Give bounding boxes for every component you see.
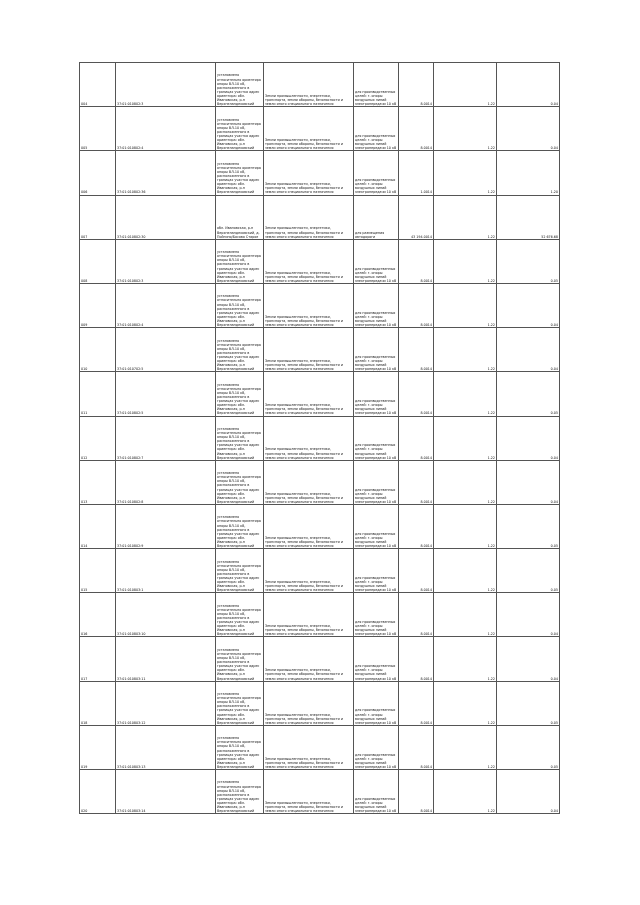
permitted-use-cell: для размещения автодороги — [354, 195, 399, 239]
rate-cell: 1.22 — [434, 770, 497, 814]
location-cell — [216, 770, 264, 814]
location-text: установлено относительно ориентира опоры ВЛ-10 кВ, расположенного в границах участка адрес ориентира: обл. Ивановская, р-н Верхнеландеховский — [217, 603, 261, 637]
area-cell: 8.0014 — [399, 460, 434, 504]
cost-cell: 0.04 — [497, 460, 560, 504]
table-row — [80, 328, 560, 372]
cadastral-number-cell: 37:01:010803:11 — [116, 637, 216, 681]
permitted-use-cell: для производственных целей: г. опоры воздушных линий электропередачи 10 кВ — [354, 372, 399, 416]
location-text: установлено относительно ориентира опоры ВЛ-10 кВ, расположенного в границах участка адрес ориентира: обл. Ивановская, р-н Верхнеландеховский — [217, 426, 261, 460]
table-row — [80, 372, 560, 416]
area-cell: 8.0014 — [399, 549, 434, 593]
cadastral-number-cell: 37:01:010802:36 — [116, 151, 216, 195]
area-cell: 8.0014 — [399, 328, 434, 372]
table-row — [80, 151, 560, 195]
row-number-cell: 013 — [80, 460, 116, 504]
row-number-cell: 015 — [80, 549, 116, 593]
location-cell — [216, 239, 264, 283]
location-cell — [216, 63, 264, 107]
table-row — [80, 107, 560, 151]
cost-cell: 0.05 — [497, 549, 560, 593]
area-cell: 8.0014 — [399, 637, 434, 681]
location-text: установлено относительно ориентира опоры ВЛ-10 кВ, расположенного в границах участка адрес ориентира: обл. Ивановская, р-н Верхнеландеховский — [217, 559, 261, 593]
row-number-cell: 011 — [80, 372, 116, 416]
rate-cell: 1.22 — [434, 504, 497, 548]
rate-cell: 1.22 — [434, 283, 497, 327]
cost-cell: 0.05 — [497, 239, 560, 283]
table-row — [80, 416, 560, 460]
cadastral-number-cell: 37:01:010803:14 — [116, 770, 216, 814]
cadastral-number-cell: 37:01:010802:3 — [116, 239, 216, 283]
permitted-use-cell: для производственных целей: г. опоры воздушных линий электропередачи 10 кВ — [354, 549, 399, 593]
area-cell: 8.0014 — [399, 725, 434, 769]
land-category-cell: Земли промышленности, энергетики, транспорта, земли обороны, безопасности и земли иного специального назначения — [264, 239, 354, 283]
table-body — [80, 63, 560, 814]
location-text: установлено относительно ориентира опоры ВЛ-10 кВ, расположенного в границах участка адрес ориентира: обл. Ивановская, р-н Верхнеландеховский — [217, 736, 261, 769]
location-cell — [216, 416, 264, 460]
rate-cell: 1.22 — [434, 460, 497, 504]
land-category-cell: Земли промышленности, энергетики, транспорта, земли обороны, безопасности и земли иного специального назначения — [264, 681, 354, 725]
land-category-cell: Земли промышленности, энергетики, транспорта, земли обороны, безопасности и земли иного специального назначения — [264, 195, 354, 239]
land-category-cell: Земли промышленности, энергетики, транспорта, земли обороны, безопасности и земли иного специального назначения — [264, 63, 354, 107]
permitted-use-cell: для производственных целей: г. опоры воздушных линий электропередачи 10 кВ — [354, 637, 399, 681]
rate-cell: 1.22 — [434, 681, 497, 725]
area-cell: 43 194.0014 — [399, 195, 434, 239]
table-row — [80, 283, 560, 327]
location-cell — [216, 283, 264, 327]
row-number-cell: 009 — [80, 283, 116, 327]
rate-cell: 1.22 — [434, 63, 497, 107]
location-cell — [216, 195, 264, 239]
cost-cell: 0.04 — [497, 328, 560, 372]
table-row — [80, 549, 560, 593]
permitted-use-cell: для производственных целей: г. опоры воздушных линий электропередачи 10 кВ — [354, 107, 399, 151]
cost-cell: 52 676.68 — [497, 195, 560, 239]
table-row — [80, 195, 560, 239]
cadastral-number-cell: 37:01:010802:4 — [116, 107, 216, 151]
location-cell — [216, 637, 264, 681]
cost-cell: 0.04 — [497, 637, 560, 681]
location-text: установлено относительно ориентира опоры ВЛ-10 кВ, расположенного в границах участка адрес ориентира: обл. Ивановская, р-н Верхнеландеховский — [217, 515, 261, 548]
cost-cell: 0.05 — [497, 681, 560, 725]
location-cell — [216, 504, 264, 548]
rate-cell: 1.22 — [434, 107, 497, 151]
table-row — [80, 504, 560, 548]
location-text: установлено относительно ориентира опоры ВЛ-10 кВ, расположенного в границах участка адрес ориентира: обл. Ивановская, р-н Верхнеландеховский — [217, 117, 261, 151]
area-cell: 8.0014 — [399, 504, 434, 548]
location-text: установлено относительно ориентира опоры ВЛ-10 кВ, расположенного в границах участка адрес ориентира: обл. Ивановская, р-н Верхнеландеховский — [217, 780, 261, 814]
cost-cell: 0.04 — [497, 107, 560, 151]
permitted-use-cell: для производственных целей: г. опоры воздушных линий электропередачи 10 кВ — [354, 239, 399, 283]
rate-cell: 1.22 — [434, 549, 497, 593]
location-text: установлено относительно ориентира опоры ВЛ-10 кВ, расположенного в границах участка адрес ориентира: обл. Ивановская, р-н Верхнеландеховский — [217, 161, 261, 195]
permitted-use-cell: для производственных целей: г. опоры воздушных линий электропередачи 10 кВ — [354, 681, 399, 725]
area-cell: 1.0014 — [399, 151, 434, 195]
cost-cell: 0.05 — [497, 725, 560, 769]
cost-cell: 1.20 — [497, 151, 560, 195]
row-number-cell: 018 — [80, 681, 116, 725]
cadastral-number-cell: 37:01:010802:8 — [116, 460, 216, 504]
cadastral-number-cell: 37:01:010802:9 — [116, 504, 216, 548]
cadastral-number-cell: 37:01:010802:7 — [116, 416, 216, 460]
row-number-cell: 004 — [80, 63, 116, 107]
land-category-cell: Земли промышленности, энергетики, транспорта, земли обороны, безопасности и земли иного специального назначения — [264, 549, 354, 593]
land-category-cell: Земли промышленности, энергетики, транспорта, земли обороны, безопасности и земли иного специального назначения — [264, 283, 354, 327]
location-text: установлено относительно ориентира опоры ВЛ-10 кВ, расположенного в границах участка адрес ориентира: обл. Ивановская, р-н Верхнеландеховский — [217, 692, 261, 725]
table-row — [80, 725, 560, 769]
location-text: установлено относительно ориентира опоры ВЛ-10 кВ, расположенного в границах участка адрес ориентира: обл. Ивановская, р-н Верхнеландеховский — [217, 647, 261, 681]
area-cell: 8.0014 — [399, 416, 434, 460]
land-category-cell: Земли промышленности, энергетики, транспорта, земли обороны, безопасности и земли иного специального назначения — [264, 504, 354, 548]
cadastral-number-cell: 37:01:010702:5 — [116, 328, 216, 372]
rate-cell: 1.22 — [434, 239, 497, 283]
row-number-cell: 007 — [80, 195, 116, 239]
permitted-use-cell: для производственных целей: г. опоры воздушных линий электропередачи 10 кВ — [354, 416, 399, 460]
cadastral-number-cell: 37:01:010802:3 — [116, 63, 216, 107]
rate-cell: 1.22 — [434, 637, 497, 681]
location-text: установлено относительно ориентира опоры ВЛ-10 кВ, расположенного в границах участка адрес ориентира: обл. Ивановская, р-н Верхнеландеховский — [217, 250, 261, 283]
area-cell: 8.0014 — [399, 283, 434, 327]
table-row — [80, 593, 560, 637]
permitted-use-cell: для производственных целей: г. опоры воздушных линий электропередачи 10 кВ — [354, 504, 399, 548]
area-cell: 8.0014 — [399, 63, 434, 107]
row-number-cell: 016 — [80, 593, 116, 637]
land-plots-table — [79, 62, 560, 814]
location-cell — [216, 725, 264, 769]
rate-cell: 1.22 — [434, 416, 497, 460]
row-number-cell: 017 — [80, 637, 116, 681]
row-number-cell: 006 — [80, 151, 116, 195]
land-category-cell: Земли промышленности, энергетики, транспорта, земли обороны, безопасности и земли иного специального назначения — [264, 637, 354, 681]
permitted-use-cell: для производственных целей: г. опоры воздушных линий электропередачи 10 кВ — [354, 593, 399, 637]
table-row — [80, 460, 560, 504]
row-number-cell: 008 — [80, 239, 116, 283]
rate-cell: 1.22 — [434, 151, 497, 195]
area-cell: 8.0014 — [399, 593, 434, 637]
permitted-use-cell: для производственных целей: г. опоры воздушных линий электропередачи 10 кВ — [354, 770, 399, 814]
land-category-cell: Земли промышленности, энергетики, транспорта, земли обороны, безопасности и земли иного специального назначения — [264, 416, 354, 460]
land-category-cell: Земли промышленности, энергетики, транспорта, земли обороны, безопасности и земли иного специального назначения — [264, 372, 354, 416]
row-number-cell: 019 — [80, 725, 116, 769]
table-row — [80, 239, 560, 283]
row-number-cell: 012 — [80, 416, 116, 460]
area-cell: 8.0014 — [399, 681, 434, 725]
cadastral-number-cell: 37:01:010802:4 — [116, 283, 216, 327]
permitted-use-cell: для производственных целей: г. опоры воздушных линий электропередачи 10 кВ — [354, 460, 399, 504]
land-category-cell: Земли промышленности, энергетики, транспорта, земли обороны, безопасности и земли иного специального назначения — [264, 460, 354, 504]
cost-cell: 0.05 — [497, 504, 560, 548]
cost-cell: 0.04 — [497, 593, 560, 637]
location-cell — [216, 593, 264, 637]
land-category-cell: Земли промышленности, энергетики, транспорта, земли обороны, безопасности и земли иного специального назначения — [264, 151, 354, 195]
area-cell: 8.0014 — [399, 372, 434, 416]
location-text: установлено относительно ориентира опоры ВЛ-10 кВ, расположенного в границах участка адрес ориентира: обл. Ивановская, р-н Верхнеландеховский — [217, 73, 261, 107]
row-number-cell: 010 — [80, 328, 116, 372]
location-cell — [216, 460, 264, 504]
land-category-cell: Земли промышленности, энергетики, транспорта, земли обороны, безопасности и земли иного специального назначения — [264, 593, 354, 637]
table-row — [80, 770, 560, 814]
row-number-cell: 014 — [80, 504, 116, 548]
permitted-use-cell: для производственных целей: г. опоры воздушных линий электропередачи 10 кВ — [354, 725, 399, 769]
area-cell: 8.0014 — [399, 770, 434, 814]
location-cell — [216, 151, 264, 195]
area-cell: 8.0014 — [399, 239, 434, 283]
rate-cell: 1.22 — [434, 328, 497, 372]
cadastral-number-cell: 37:01:010803:1 — [116, 549, 216, 593]
permitted-use-cell: для производственных целей: г. опоры воздушных линий электропередачи 10 кВ — [354, 151, 399, 195]
area-cell: 8.0014 — [399, 107, 434, 151]
rate-cell: 1.22 — [434, 725, 497, 769]
land-category-cell: Земли промышленности, энергетики, транспорта, земли обороны, безопасности и земли иного специального назначения — [264, 328, 354, 372]
table-row — [80, 63, 560, 107]
cost-cell: 0.04 — [497, 770, 560, 814]
land-category-cell: Земли промышленности, энергетики, транспорта, земли обороны, безопасности и земли иного специального назначения — [264, 107, 354, 151]
location-text: установлено относительно ориентира опоры ВЛ-10 кВ, расположенного в границах участка адрес ориентира: обл. Ивановская, р-н Верхнеландеховский — [217, 294, 261, 328]
land-category-cell: Земли промышленности, энергетики, транспорта, земли обороны, безопасности и земли иного специального назначения — [264, 725, 354, 769]
cost-cell: 0.04 — [497, 63, 560, 107]
cadastral-number-cell: 37:01:010803:13 — [116, 725, 216, 769]
location-cell — [216, 107, 264, 151]
row-number-cell: 020 — [80, 770, 116, 814]
permitted-use-cell: для производственных целей: г. опоры воздушных линий электропередачи 10 кВ — [354, 328, 399, 372]
rate-cell: 1.22 — [434, 195, 497, 239]
permitted-use-cell: для производственных целей: г. опоры воздушных линий электропередачи 10 кВ — [354, 63, 399, 107]
row-number-cell: 005 — [80, 107, 116, 151]
cadastral-number-cell: 37:01:010802:30 — [116, 195, 216, 239]
location-cell — [216, 549, 264, 593]
rate-cell: 1.22 — [434, 593, 497, 637]
cost-cell: 0.04 — [497, 416, 560, 460]
cost-cell: 0.04 — [497, 283, 560, 327]
location-text: установлено относительно ориентира опоры ВЛ-10 кВ, расположенного в границах участка адрес ориентира: обл. Ивановская, р-н Верхнеландеховский — [217, 338, 261, 372]
location-text: установлено относительно ориентира опоры ВЛ-10 кВ, расположенного в границах участка адрес ориентира: обл. Ивановская, р-н Верхнеландеховский — [217, 382, 261, 416]
rate-cell: 1.22 — [434, 372, 497, 416]
table-row — [80, 681, 560, 725]
location-cell — [216, 328, 264, 372]
cadastral-number-cell: 37:01:010803:10 — [116, 593, 216, 637]
cost-cell: 0.05 — [497, 372, 560, 416]
location-text: установлено относительно ориентира опоры ВЛ-10 кВ, расположенного в границах участка адрес ориентира: обл. Ивановская, р-н Верхнеландеховский — [217, 471, 261, 504]
cadastral-number-cell: 37:01:010803:12 — [116, 681, 216, 725]
location-cell — [216, 372, 264, 416]
location-cell — [216, 681, 264, 725]
cadastral-number-cell: 37:01:010802:5 — [116, 372, 216, 416]
permitted-use-cell: для производственных целей: г. опоры воздушных линий электропередачи 10 кВ — [354, 283, 399, 327]
location-text: обл. Ивановская, р-н Верхнеландеховский, д. Пойгино/Басово Старое — [217, 226, 260, 239]
land-category-cell: Земли промышленности, энергетики, транспорта, земли обороны, безопасности и земли иного специального назначения — [264, 770, 354, 814]
table-row — [80, 637, 560, 681]
